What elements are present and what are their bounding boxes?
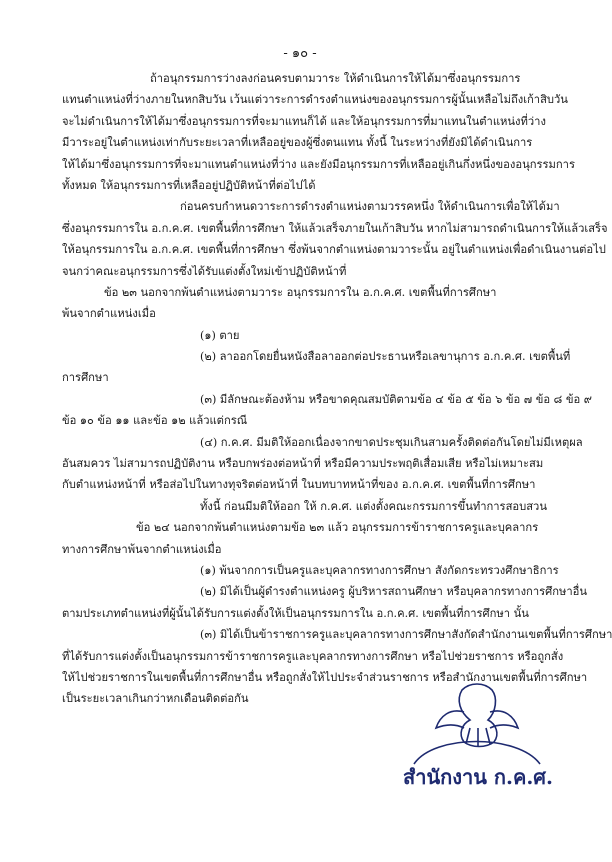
list-item: (๓) มิได้เป็นข้าราชการครูและบุคลากรทางการศึกษาสังกัดสำนักงานเขตพื้นที่การศึกษา xyxy=(200,628,612,642)
list-item: (๑) พ้นจากการเป็นครูและบุคลากรทางการศึกษา สังกัดกระทรวงศึกษาธิการ xyxy=(200,563,559,577)
list-item: (๑) ตาย xyxy=(200,328,240,342)
text-line: ข้อ ๑๐ ข้อ ๑๑ และข้อ ๑๒ แล้วแต่กรณี xyxy=(62,414,248,428)
text-line: ซึ่งอนุกรรมการใน อ.ก.ค.ศ. เขตพื้นที่การศึกษา ให้แล้วเสร็จภายในเก้าสิบวัน หากไม่สามารถดำเนินการให้แล้วเสร็จ xyxy=(62,221,608,235)
text-line: ทั้งหมด ให้อนุกรรมการที่เหลืออยู่ปฏิบัติหน้าที่ต่อไปได้ xyxy=(62,178,316,192)
text-line: ทั้งนี้ ก่อนมีมติให้ออก ให้ ก.ค.ศ. แต่งตั้งคณะกรรมการขึ้นทำการสอบสวน xyxy=(200,499,547,513)
clause-heading: ข้อ ๒๓ นอกจากพ้นตำแหน่งตามวาระ อนุกรรมการใน อ.ก.ค.ศ. เขตพื้นที่การศึกษา xyxy=(104,285,497,299)
text-line: ให้ไปช่วยราชการในเขตพื้นที่การศึกษาอื่น หรือถูกสั่งให้ไปประจำส่วนราชการ หรือสำนักงานเขตพื้นที่การศึกษา xyxy=(62,670,588,684)
document-body xyxy=(62,68,612,710)
seal-feather xyxy=(466,728,490,746)
text-line: ที่ได้รับการแต่งตั้งเป็นอนุกรรมการข้าราชการครูและบุคลากรทางการศึกษา หรือไปช่วยราชการ หรือถูกสั่ง xyxy=(62,649,564,663)
text-line: มีวาระอยู่ในตำแหน่งเท่ากับระยะเวลาที่เหลืออยู่ของผู้ซึ่งตนแทน ทั้งนี้ ในระหว่างที่ยังมิได้ดำเนินการ xyxy=(62,136,533,150)
text-line: แทนตำแหน่งที่ว่างภายในหกสิบวัน เว้นแต่วาระการดำรงตำแหน่งของอนุกรรมการผู้นั้นเหลือไม่ถึงเก้าสิบวัน xyxy=(62,93,568,107)
official-seal-stamp xyxy=(400,672,552,792)
text-line: กับตำแหน่งหน้าที่ หรือส่อไปในทางทุจริตต่อหน้าที่ ในบทบาทหน้าที่ของ อ.ก.ค.ศ. เขตพื้นที่การศึกษา xyxy=(62,478,536,492)
text-line: ให้ได้มาซึ่งอนุกรรมการที่จะมาแทนตำแหน่งที่ว่าง และยังมีอนุกรรมการที่เหลืออยู่เกินกึ่งหนึ่งของอนุกรรมการ xyxy=(62,157,575,171)
text-line: พ้นจากตำแหน่งเมื่อ xyxy=(62,307,156,321)
seal-wing-right xyxy=(490,711,518,728)
list-item: (๓) มีลักษณะต้องห้าม หรือขาดคุณสมบัติตามข้อ ๔ ข้อ ๕ ข้อ ๖ ข้อ ๗ ข้อ ๘ ข้อ ๙ xyxy=(200,392,592,406)
seal-arc xyxy=(414,742,540,765)
clause-heading: ข้อ ๒๔ นอกจากพ้นตำแหน่งตามข้อ ๒๓ แล้ว อนุกรรมการข้าราชการครูและบุคลากร xyxy=(136,521,539,535)
text-line: ทางการศึกษาพ้นจากตำแหน่งเมื่อ xyxy=(62,542,222,556)
text-line: ถ้าอนุกรรมการว่างลงก่อนครบตามวาระ ให้ดำเนินการให้ได้มาซึ่งอนุกรรมการ xyxy=(150,72,521,85)
text-line: เป็นระยะเวลาเกินกว่าหกเดือนติดต่อกัน xyxy=(62,692,249,706)
text-line: อันสมควร ไม่สามารถปฏิบัติงาน หรือบกพร่องต่อหน้าที่ หรือมีความประพฤติเสื่อมเสีย หรือไม่เหมาะสม xyxy=(62,457,544,471)
text-line: ตามประเภทตำแหน่งที่ผู้นั้นได้รับการแต่งตั้งให้เป็นอนุกรรมการใน อ.ก.ค.ศ. เขตพื้นที่การศึกษา นั้น xyxy=(62,606,529,620)
text-line: ก่อนครบกำหนดวาระการดำรงตำแหน่งตามวรรคหนึ่ง ให้ดำเนินการเพื่อให้ได้มา xyxy=(180,200,560,214)
list-item: (๒) มิได้เป็นผู้ดำรงตำแหน่งครู ผู้บริหารสถานศึกษา หรือบุคลากรทางการศึกษาอื่น xyxy=(200,585,588,599)
seal-text: สำนักงาน ก.ค.ศ. xyxy=(403,765,553,789)
list-item: (๒) ลาออกโดยยื่นหนังสือลาออกต่อประธานหรือเลขานุการ อ.ก.ค.ศ. เขตพื้นที่ xyxy=(200,350,571,364)
text-line: จนกว่าคณะอนุกรรมการซึ่งได้รับแต่งตั้งใหม่เข้าปฏิบัติหน้าที่ xyxy=(62,264,347,278)
seal-wing-left xyxy=(436,711,464,728)
list-item: (๔) ก.ค.ศ. มีมติให้ออกเนื่องจากขาดประชุมเกินสามครั้งติดต่อกันโดยไม่มีเหตุผล xyxy=(200,435,583,449)
text-line: การศึกษา xyxy=(62,371,109,385)
page-number: - ๑๐ - xyxy=(283,46,317,61)
text-line: ให้อนุกรรมการใน อ.ก.ค.ศ. เขตพื้นที่การศึกษา ซึ่งพ้นจากตำแหน่งตามวาระนั้น อยู่ในตำแหน่งเพื่อดำเนินงานต่อไป xyxy=(62,243,606,257)
text-line: จะไม่ดำเนินการให้ได้มาซึ่งอนุกรรมการที่จะมาแทนก็ได้ และให้อนุกรรมการที่มาแทนในตำแหน่งที่ว่าง xyxy=(62,114,546,128)
